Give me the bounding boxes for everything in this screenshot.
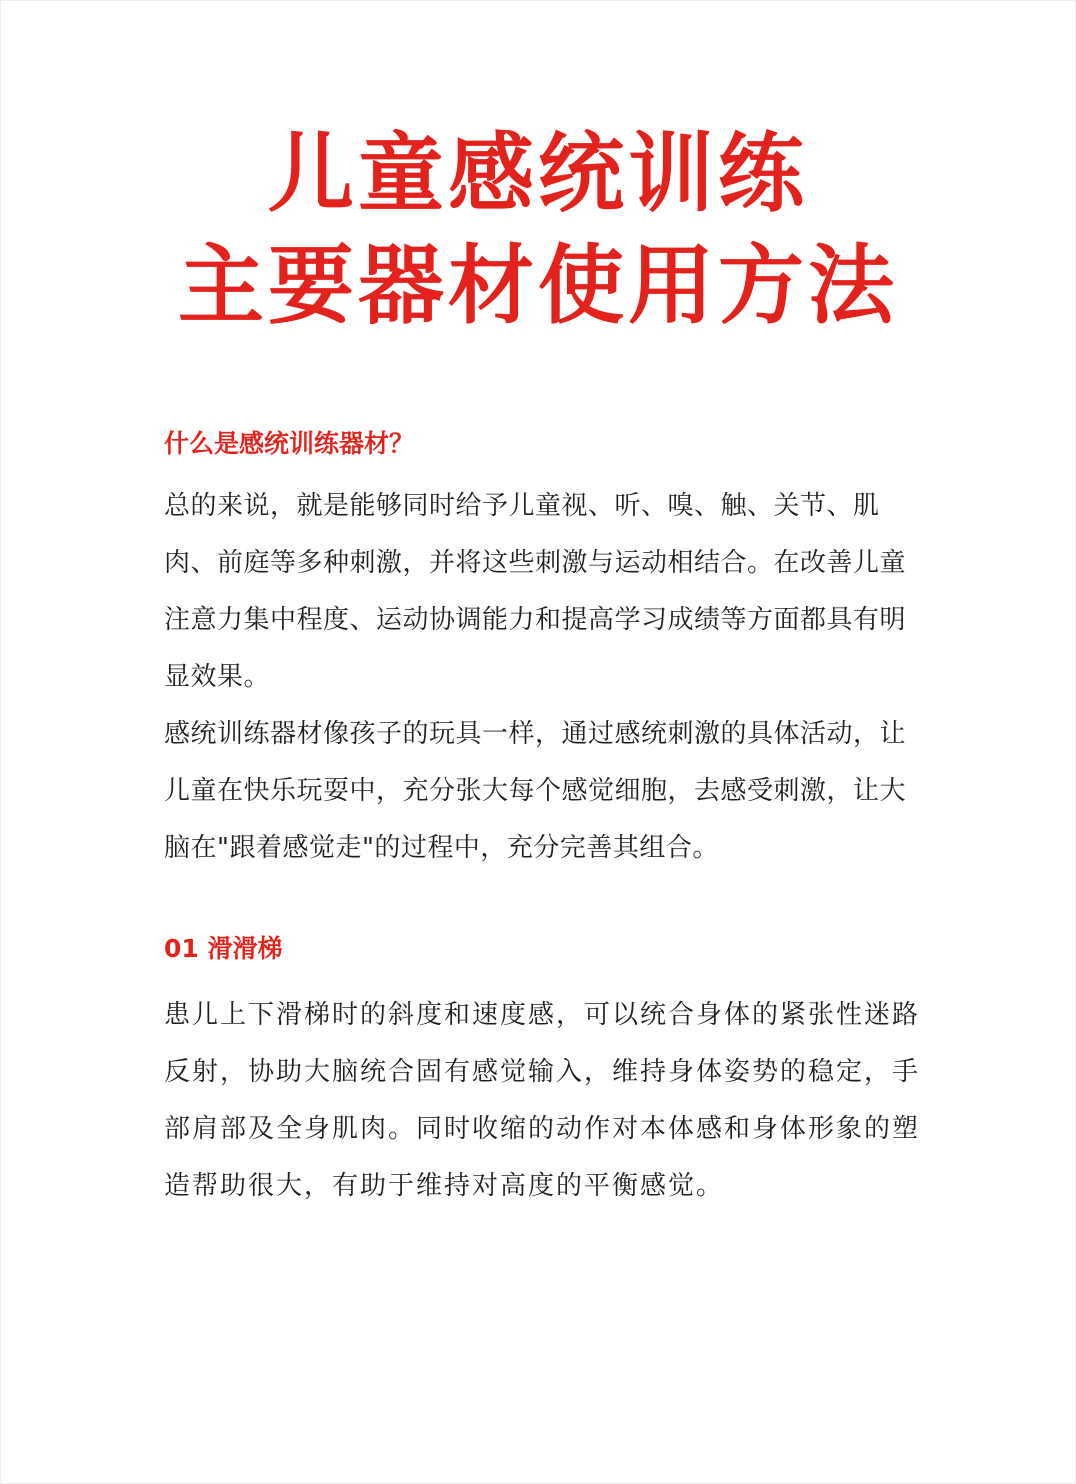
page-title: [0, 118, 1076, 342]
article-body: [164, 424, 924, 1215]
section-heading-what-is: 什么是感统训练器材？: [164, 429, 415, 458]
section-heading-slide: 01 滑滑梯: [164, 934, 283, 963]
paragraph: 患儿上下滑梯时的斜度和速度感，可以统合身体的紧张性迷路反射，协助大脑统合固有感觉输入，维持身体姿势的稳定，手部肩部及全身肌肉。同时收缩的动作对本体感和身体形象的塑造帮助很大，有助于维持对高度的平衡感觉。: [164, 1000, 921, 1201]
title-line-2: 主要器材使用方法: [178, 236, 898, 336]
section-what-is: [164, 424, 924, 877]
section-slide: [164, 929, 924, 1215]
section-spacer: [164, 877, 924, 929]
paragraph: 感统训练器材像孩子的玩具一样，通过感统刺激的具体活动，让儿童在快乐玩耍中，充分张大每个感觉细胞，去感受刺激，让大脑在"跟着感觉走"的过程中，充分完善其组合。: [164, 719, 907, 863]
paragraph: 总的来说，就是能够同时给予儿童视、听、嗅、触、关节、肌肉、前庭等多种刺激，并将这些刺激与运动相结合。在改善儿童注意力集中程度、运动协调能力和提高学习成绩等方面都具有明显效果。: [164, 491, 907, 692]
title-line-1: 儿童感统训练: [268, 124, 808, 224]
